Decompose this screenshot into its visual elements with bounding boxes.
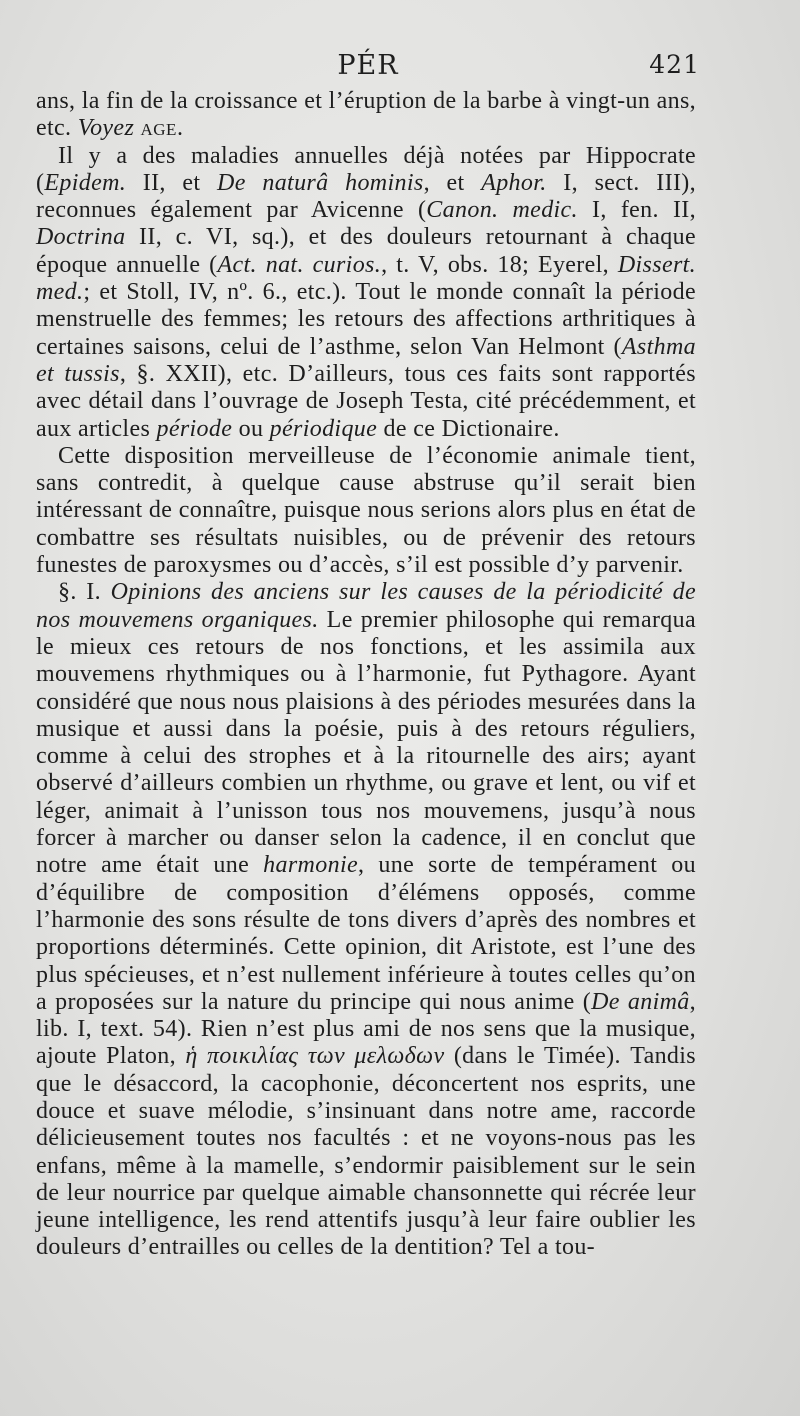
- text-run: .: [176, 115, 184, 142]
- small-caps-run: age: [140, 115, 177, 142]
- italic-run: Dissert. med.: [36, 251, 696, 306]
- italic-run: périodique: [269, 415, 378, 442]
- text-run: Cette disposition merveilleuse de l’économie animale tient, sans contredit, à quelque cause abstruse qu’il serait bien intéressant de connaître, puisque nous serions alors plus en état de combattre ses résultats nuisibles, ou de prévenir des retours funestes de paroxysmes ou d’accès, s’il est possible d’y parvenir.: [36, 442, 696, 579]
- text-run: I, fen. II,: [577, 197, 696, 224]
- text-run: (dans le Timée). Tandis que le désaccord, la cacophonie, déconcertent nos esprits, une douce et suave mélodie, s’insinuant dans notre ame, raccorde délicieusement toutes nos facultés : et ne voyons-nous pas les enfans, même à la mamelle, s’endormir paisiblement sur le sein de leur nourrice par quelque aimable chansonnette qui récrée leur jeune intelligence, les rend attentifs jusqu’à leur faire oublier les douleurs d’entrailles ou celles de la dentition? Tel a tou-: [36, 1043, 696, 1261]
- text-run: ; et Stoll, IV, nº. 6., etc.). Tout le monde connaît la période menstruelle des femmes; les retours des affections arthritiques à certaines saisons, celui de l’asthme, selon Van Helmont (: [36, 279, 696, 360]
- italic-run: De animâ: [591, 988, 690, 1015]
- text-run: , une sorte de tempérament ou d’équilibre de composition d’élémens opposés, comme l’harmonie des sons résulte de tons divers d’après des nombres et proportions déterminés. Cette opinion, dit Aristote, est l’une des plus spécieuses, et n’est nullement inférieure à toutes celles qu’on a proposées sur la nature du principe qui nous anime (: [36, 852, 696, 1015]
- italic-run: Doctrina: [36, 224, 126, 251]
- text-run: ou: [232, 415, 270, 442]
- paragraph-section-1: [36, 579, 696, 1261]
- italic-run: Opinions des anciens sur les causes de la périodicité de nos mouvemens organiques.: [36, 579, 696, 633]
- text-run: I, sect. III), reconnues également par Avicenne (: [36, 169, 696, 224]
- italic-run: De naturâ hominis: [217, 169, 424, 196]
- page-header: [36, 50, 700, 88]
- page-number: 421: [649, 50, 700, 79]
- paragraph-continuation: [36, 88, 696, 143]
- paragraph-annual-diseases: [36, 143, 696, 443]
- text-run: II, et: [126, 169, 218, 196]
- italic-run: Act. nat. curios.: [217, 251, 382, 278]
- text-run: ans, la fin de la croissance et l’éruption de la barbe à vingt-un ans, etc.: [36, 88, 696, 142]
- text-run: , t. V, obs. 18; Eyerel,: [381, 251, 618, 278]
- text-run: de ce Dictionaire.: [377, 415, 560, 442]
- text-run: Il y a des maladies annuelles déjà notées par Hippocrate (: [36, 142, 696, 196]
- italic-run: Aphor.: [481, 169, 547, 196]
- italic-run: ἡ ποικιλίας των μελωδων: [185, 1043, 445, 1070]
- text-run: , et: [423, 169, 482, 196]
- italic-run: Canon. medic.: [426, 197, 578, 224]
- text-run: , lib. I, text. 54). Rien n’est plus ami de nos sens que la musique, ajoute Platon,: [36, 988, 696, 1070]
- italic-run: Voyez: [77, 115, 135, 142]
- text-body: [36, 88, 696, 1262]
- text-run: , §. XXII), etc. D’ailleurs, tous ces faits sont rapportés avec détail dans l’ouvrage de Joseph Testa, cité précédemment, et aux articles: [36, 360, 696, 442]
- italic-run: période: [156, 415, 233, 442]
- italic-run: harmonie: [263, 852, 358, 879]
- text-run: Le premier philosophe qui remarqua le mieux ces retours de nos fonctions, et les assimila aux mouvemens rhythmiques ou à l’harmonie, fut Pythagore. Ayant considéré que nous nous plaisions à des périodes mesurées dans la musique et aussi dans la poésie, puis à des retours réguliers, comme à celui des strophes et à la ritournelle des airs; ayant observé d’ailleurs combien un rhythme, ou grave et lent, ou vif et léger, animait à l’unisson tous nos mouvemens, jusqu’à nous forcer à marcher ou danser selon la cadence, il en conclut que notre ame était une: [36, 606, 696, 879]
- italic-run: Asthma et tussis: [36, 333, 696, 387]
- text-run: II, c. VI, sq.), et des douleurs retournant à chaque époque annuelle (: [36, 224, 696, 278]
- text-run: §. I.: [58, 579, 111, 606]
- italic-run: Epidem.: [44, 169, 127, 196]
- paragraph-disposition: [36, 443, 696, 579]
- running-title: PÉR: [337, 50, 399, 81]
